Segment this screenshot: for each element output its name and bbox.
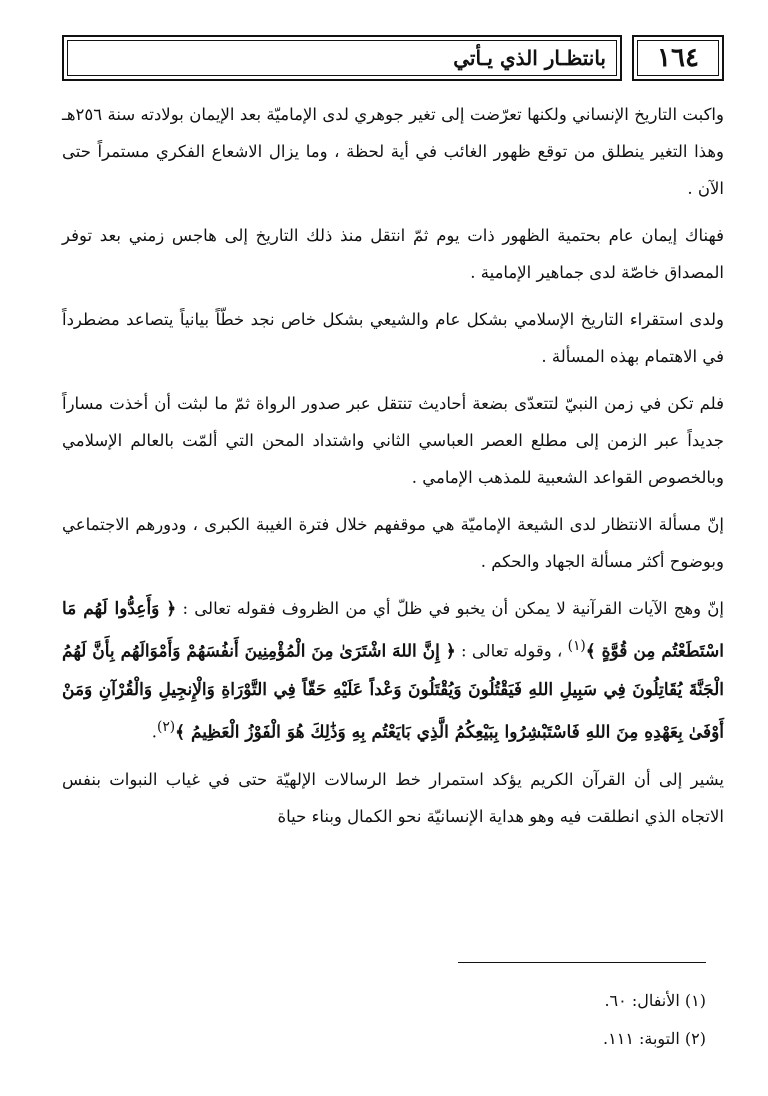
footnote-ref-1: (١) [567,638,586,654]
page-number: ١٦٤ [632,35,724,81]
paragraph: إنّ مسألة الانتظار لدى الشيعة الإماميّة هي موقفهم خلال فترة الغيبة الكبرى ، ودورهم الاجتماعي وبوضوح أكثر مسألة الجهاد والحكم . [62,515,724,571]
running-title: بانتظـار الذي يـأتي [62,35,622,81]
paragraph: فلم تكن في زمن النبيّ لتتعدّى بضعة أحاديث تنتقل عبر صدور الرواة ثمّ ما لبثت أن أخذت مساراً جديداً عبر الزمن إلى مطلع العصر العباسي الثاني واشتداد المحن التي ألمّت بالعالم الإسلامي وبالخصوص القواعد الشعبية للمذهب الإمامي . [62,394,724,487]
footnote-ref-2: (٢) [156,718,176,735]
footnote: (١) الأنفال: ٦٠. [604,991,706,1010]
paragraph: واكبت التاريخ الإنساني ولكنها تعرّضت إلى تغير جوهري لدى الإماميّة بعد الإيمان بولادته سنة ٢٥٦هـ وهذا التغير ينطلق من توقع ظهور الغائب في أية لحظة ، وما يزال الاشعاع الفكري مستمراً حتى الآن . [62,105,724,198]
page-header [62,35,724,83]
quran-intro: إنّ وهج الآيات القرآنية لا يمكن أن يخبو في ظلّ أي من الظروف فقوله تعالى : [182,599,725,618]
quran-paragraph [62,590,724,751]
quran-verse-1: ﴿ وَأَعِدُّوا لَهُم مَا اسْتَطَعْتُم مِن قُوَّةٍ ﴾ [62,599,725,662]
footnote: (٢) التوبة: ١١١. [603,1029,706,1048]
quran-connector: ، وقوله تعالى : [461,641,563,661]
quran-verse-2: ﴿ إِنَّ اللهَ اشْتَرَىٰ مِنَ الْمُؤْمِنِينَ أَنفُسَهُمْ وَأَمْوَالَهُم بِأَنَّ لَهُمُ الْجَنَّةَ يُقَاتِلُونَ فِي سَبِيلِ اللهِ فَيَقْتُلُونَ وَيُقْتَلُونَ وَعْداً عَلَيْهِ حَقّاً فِي التَّوْرَاةِ وَالْإِنجِيلِ وَالْقُرْآنِ وَمَنْ أَوْفَىٰ بِعَهْدِهِ مِنَ اللهِ فَاسْتَبْشِرُوا بِبَيْعِكُمُ الَّذِي بَايَعْتُم بِهِ وَذَٰلِكَ هُوَ الْفَوْزُ الْعَظِيمُ ﴾ [62,641,724,742]
quran-end: . [151,722,157,741]
footnote-separator [458,962,706,963]
body-text [62,96,724,845]
footnotes [306,982,706,1058]
closing-paragraph: يشير إلى أن القرآن الكريم يؤكد استمرار خط الرسالات الإلهيّة حتى في غياب النبوات بنفس الاتجاه الذي انطلقت فيه وهو هداية الإنسانيّة نحو الكمال وبناء حياة [62,770,724,826]
paragraph: فهناك إيمان عام بحتمية الظهور ذات يوم ثمّ انتقل منذ ذلك التاريخ إلى هاجس زمني بعد توفر المصداق خاصّة لدى جماهير الإمامية . [62,226,724,282]
paragraph: ولدى استقراء التاريخ الإسلامي بشكل عام والشيعي بشكل خاص نجد خطّاً بيانياً يتصاعد مضطرداً في الاهتمام بهذه المسألة . [62,310,725,366]
